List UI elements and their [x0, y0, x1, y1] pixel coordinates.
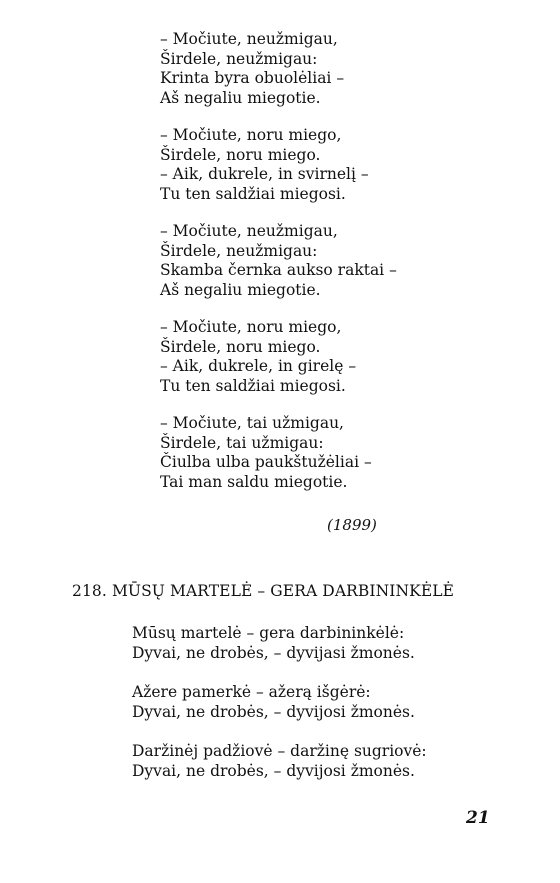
page-number: 21 [466, 808, 490, 828]
verse-line: Širdele, noru miego. [160, 145, 321, 164]
stanza [160, 222, 460, 300]
verse-line: – Močiute, noru miego, [160, 318, 342, 336]
verse-line: Skamba černka aukso raktai – [160, 261, 397, 279]
verse-line: Tu ten saldžiai miegosi. [160, 184, 346, 203]
poem-2 [132, 624, 492, 801]
verse-line: Širdele, noru miego. [160, 337, 321, 356]
verse-line: Širdele, neužmigau: [160, 241, 318, 260]
verse-line: Ažere pamerkė – ažerą išgėrė: [132, 683, 371, 701]
verse-line: – Močiute, noru miego, [160, 126, 342, 144]
stanza [132, 742, 492, 781]
verse-line: Krinta byra obuolėliai – [160, 69, 345, 87]
verse-line: Tu ten saldžiai miegosi. [160, 376, 346, 395]
verse-line: – Aik, dukrele, in svirnelį – [160, 165, 369, 183]
stanza [160, 30, 460, 108]
verse-line: Mūsų martelė – gera darbininkėlė: [132, 624, 405, 642]
poem-1 [160, 30, 460, 510]
stanza [160, 318, 460, 396]
verse-line: – Močiute, tai užmigau, [160, 414, 344, 432]
stanza [160, 414, 460, 492]
verse-line: Aš negaliu miegotie. [160, 88, 321, 107]
poem-date: (1899) [327, 516, 377, 534]
verse-line: Dyvai, ne drobės, – dyvijosi žmonės. [132, 702, 415, 721]
verse-line: Čiulba ulba paukštužėliai – [160, 453, 372, 471]
verse-line: – Močiute, neužmigau, [160, 222, 338, 240]
stanza [132, 624, 492, 663]
stanza [160, 126, 460, 204]
verse-line: Širdele, tai užmigau: [160, 433, 324, 452]
verse-line: Dyvai, ne drobės, – dyvijosi žmonės. [132, 761, 415, 780]
verse-line: Dyvai, ne drobės, – dyvijasi žmonės. [132, 643, 415, 662]
stanza [132, 683, 492, 722]
poem-title: 218. MŪSŲ MARTELĖ – GERA DARBININKĖLĖ [72, 582, 455, 600]
verse-line: Aš negaliu miegotie. [160, 280, 321, 299]
verse-line: – Močiute, neužmigau, [160, 30, 338, 48]
verse-line: Širdele, neužmigau: [160, 49, 318, 68]
verse-line: Tai man saldu miegotie. [160, 472, 348, 491]
verse-line: – Aik, dukrele, in girelę – [160, 357, 357, 375]
verse-line: Daržinėj padžiovė – daržinę sugriovė: [132, 742, 427, 760]
